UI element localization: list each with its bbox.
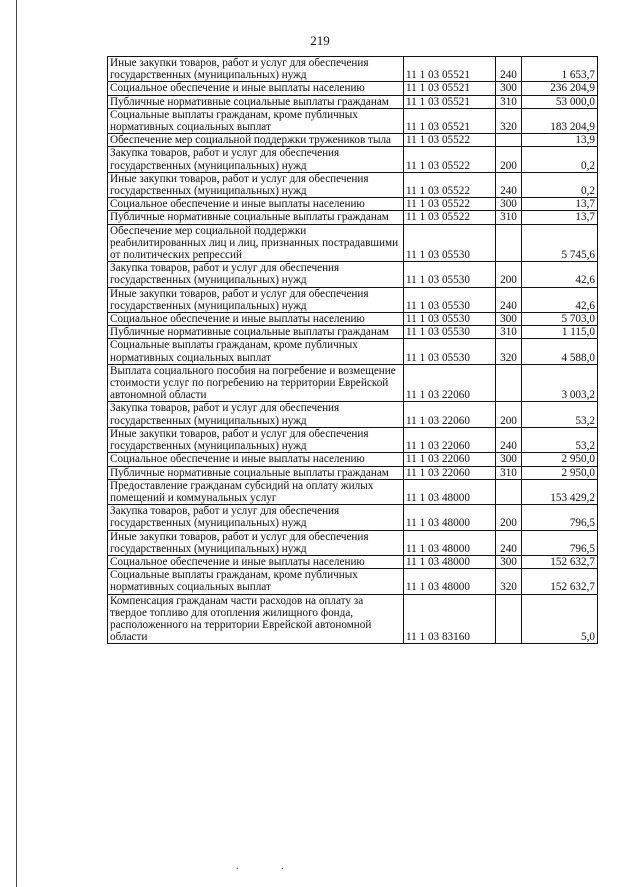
row-name-cell: Социальное обеспечение и иные выплаты населению — [108, 555, 404, 568]
row-code-cell: 11 1 03 05521 — [404, 57, 496, 82]
table-row — [108, 147, 598, 172]
row-amount-cell: 796,5 — [522, 530, 598, 555]
row-code-cell: 11 1 03 22060 — [404, 453, 496, 466]
row-code-cell: 11 1 03 05521 — [404, 82, 496, 95]
row-code-cell: 11 1 03 22060 — [404, 466, 496, 479]
row-name-cell: Иные закупки товаров, работ и услуг для обеспечения государственных (муниципальных) нужд — [108, 427, 404, 452]
row-name-cell: Социальное обеспечение и иные выплаты населению — [108, 198, 404, 211]
table-row — [108, 134, 598, 147]
table-row — [108, 555, 598, 568]
row-name-cell: Обеспечение мер социальной поддержки тружеников тыла — [108, 134, 404, 147]
row-name-cell: Закупка товаров, работ и услуг для обеспечения государственных (муниципальных) нужд — [108, 262, 404, 287]
table-row — [108, 57, 598, 82]
row-vr-cell: 240 — [496, 57, 522, 82]
row-amount-cell: 53,2 — [522, 402, 598, 427]
row-vr-cell: 200 — [496, 262, 522, 287]
row-name-cell: Публичные нормативные социальные выплаты гражданам — [108, 466, 404, 479]
row-name-cell: Иные закупки товаров, работ и услуг для обеспечения государственных (муниципальных) нужд — [108, 530, 404, 555]
table-row — [108, 427, 598, 452]
row-vr-cell — [496, 594, 522, 644]
row-code-cell: 11 1 03 48000 — [404, 479, 496, 504]
row-name-cell: Социальные выплаты гражданам, кроме публичных нормативных социальных выплат — [108, 339, 404, 364]
scan-edge-line — [16, 0, 17, 887]
row-code-cell: 11 1 03 22060 — [404, 402, 496, 427]
row-vr-cell: 320 — [496, 339, 522, 364]
row-name-cell: Компенсация гражданам части расходов на оплату за твердое топливо для отопления жилищного фонда, расположенного на территории Еврейской автономной области — [108, 594, 404, 644]
row-amount-cell: 236 204,9 — [522, 82, 598, 95]
row-vr-cell — [496, 134, 522, 147]
row-name-cell: Выплата социального пособия на погребение и возмещение стоимости услуг по погребению на территории Еврейской автономной области — [108, 364, 404, 402]
footer-marks: . . — [236, 861, 304, 872]
row-amount-cell: 183 204,9 — [522, 108, 598, 133]
row-vr-cell: 300 — [496, 555, 522, 568]
row-amount-cell: 2 950,0 — [522, 453, 598, 466]
table-row — [108, 402, 598, 427]
table-row — [108, 505, 598, 530]
row-amount-cell: 5,0 — [522, 594, 598, 644]
table-row — [108, 364, 598, 402]
row-vr-cell: 300 — [496, 198, 522, 211]
row-amount-cell: 53,2 — [522, 427, 598, 452]
row-name-cell: Иные закупки товаров, работ и услуг для обеспечения государственных (муниципальных) нужд — [108, 172, 404, 197]
row-name-cell: Закупка товаров, работ и услуг для обеспечения государственных (муниципальных) нужд — [108, 402, 404, 427]
row-name-cell: Иные закупки товаров, работ и услуг для обеспечения государственных (муниципальных) нужд — [108, 57, 404, 82]
row-vr-cell: 310 — [496, 211, 522, 224]
row-code-cell: 11 1 03 05522 — [404, 198, 496, 211]
row-code-cell: 11 1 03 05521 — [404, 108, 496, 133]
row-code-cell: 11 1 03 48000 — [404, 569, 496, 594]
row-code-cell: 11 1 03 05530 — [404, 262, 496, 287]
row-vr-cell: 320 — [496, 108, 522, 133]
row-name-cell: Иные закупки товаров, работ и услуг для обеспечения государственных (муниципальных) нужд — [108, 287, 404, 312]
row-name-cell: Закупка товаров, работ и услуг для обеспечения государственных (муниципальных) нужд — [108, 505, 404, 530]
table-row — [108, 82, 598, 95]
row-amount-cell: 3 003,2 — [522, 364, 598, 402]
row-amount-cell: 4 588,0 — [522, 339, 598, 364]
table-row — [108, 530, 598, 555]
row-name-cell: Социальное обеспечение и иные выплаты населению — [108, 313, 404, 326]
row-vr-cell: 200 — [496, 147, 522, 172]
row-code-cell: 11 1 03 48000 — [404, 555, 496, 568]
table-row — [108, 326, 598, 339]
row-amount-cell: 5 745,6 — [522, 224, 598, 262]
row-vr-cell: 300 — [496, 82, 522, 95]
row-amount-cell: 1 653,7 — [522, 57, 598, 82]
table-row — [108, 108, 598, 133]
row-amount-cell: 153 429,2 — [522, 479, 598, 504]
row-vr-cell: 300 — [496, 313, 522, 326]
row-amount-cell: 13,7 — [522, 198, 598, 211]
table-row — [108, 479, 598, 504]
table-row — [108, 211, 598, 224]
row-vr-cell: 320 — [496, 569, 522, 594]
row-code-cell: 11 1 03 83160 — [404, 594, 496, 644]
row-amount-cell: 2 950,0 — [522, 466, 598, 479]
table-row — [108, 466, 598, 479]
row-name-cell: Публичные нормативные социальные выплаты гражданам — [108, 211, 404, 224]
table-row — [108, 339, 598, 364]
row-vr-cell: 240 — [496, 172, 522, 197]
row-amount-cell: 42,6 — [522, 262, 598, 287]
row-name-cell: Социальное обеспечение и иные выплаты населению — [108, 82, 404, 95]
row-vr-cell: 200 — [496, 505, 522, 530]
row-amount-cell: 13,9 — [522, 134, 598, 147]
table-row — [108, 198, 598, 211]
row-amount-cell: 5 703,0 — [522, 313, 598, 326]
row-code-cell: 11 1 03 05530 — [404, 339, 496, 364]
row-code-cell: 11 1 03 05530 — [404, 313, 496, 326]
table-row — [108, 287, 598, 312]
row-code-cell: 11 1 03 05522 — [404, 211, 496, 224]
budget-table-body — [108, 57, 598, 644]
row-vr-cell: 240 — [496, 287, 522, 312]
row-name-cell: Закупка товаров, работ и услуг для обеспечения государственных (муниципальных) нужд — [108, 147, 404, 172]
page-number: 219 — [310, 33, 330, 48]
row-amount-cell: 1 115,0 — [522, 326, 598, 339]
budget-table — [107, 56, 598, 644]
row-amount-cell: 13,7 — [522, 211, 598, 224]
row-code-cell: 11 1 03 05522 — [404, 134, 496, 147]
row-code-cell: 11 1 03 05530 — [404, 224, 496, 262]
row-name-cell: Обеспечение мер социальной поддержки реабилитированных лиц и лиц, признанных пострадавшими от политических репрессий — [108, 224, 404, 262]
row-code-cell: 11 1 03 05521 — [404, 95, 496, 108]
row-vr-cell — [496, 479, 522, 504]
row-code-cell: 11 1 03 22060 — [404, 427, 496, 452]
table-row — [108, 172, 598, 197]
row-name-cell: Социальные выплаты гражданам, кроме публичных нормативных социальных выплат — [108, 108, 404, 133]
row-vr-cell: 300 — [496, 453, 522, 466]
row-code-cell: 11 1 03 22060 — [404, 364, 496, 402]
table-row — [108, 313, 598, 326]
row-code-cell: 11 1 03 48000 — [404, 505, 496, 530]
table-row — [108, 569, 598, 594]
row-vr-cell: 310 — [496, 466, 522, 479]
row-code-cell: 11 1 03 05530 — [404, 326, 496, 339]
table-row — [108, 262, 598, 287]
row-name-cell: Социальное обеспечение и иные выплаты населению — [108, 453, 404, 466]
row-vr-cell: 310 — [496, 326, 522, 339]
table-row — [108, 594, 598, 644]
row-amount-cell: 53 000,0 — [522, 95, 598, 108]
row-vr-cell: 200 — [496, 402, 522, 427]
row-vr-cell — [496, 364, 522, 402]
row-amount-cell: 42,6 — [522, 287, 598, 312]
row-amount-cell: 796,5 — [522, 505, 598, 530]
row-code-cell: 11 1 03 05522 — [404, 147, 496, 172]
table-row — [108, 224, 598, 262]
table-row — [108, 95, 598, 108]
row-code-cell: 11 1 03 05530 — [404, 287, 496, 312]
row-amount-cell: 0,2 — [522, 147, 598, 172]
row-name-cell: Социальные выплаты гражданам, кроме публичных нормативных социальных выплат — [108, 569, 404, 594]
row-vr-cell — [496, 224, 522, 262]
row-vr-cell: 240 — [496, 427, 522, 452]
row-amount-cell: 0,2 — [522, 172, 598, 197]
table-row — [108, 453, 598, 466]
row-code-cell: 11 1 03 05522 — [404, 172, 496, 197]
row-name-cell: Публичные нормативные социальные выплаты гражданам — [108, 326, 404, 339]
row-amount-cell: 152 632,7 — [522, 569, 598, 594]
row-name-cell: Предоставление гражданам субсидий на оплату жилых помещений и коммунальных услуг — [108, 479, 404, 504]
row-code-cell: 11 1 03 48000 — [404, 530, 496, 555]
row-name-cell: Публичные нормативные социальные выплаты гражданам — [108, 95, 404, 108]
row-vr-cell: 240 — [496, 530, 522, 555]
row-amount-cell: 152 632,7 — [522, 555, 598, 568]
row-vr-cell: 310 — [496, 95, 522, 108]
